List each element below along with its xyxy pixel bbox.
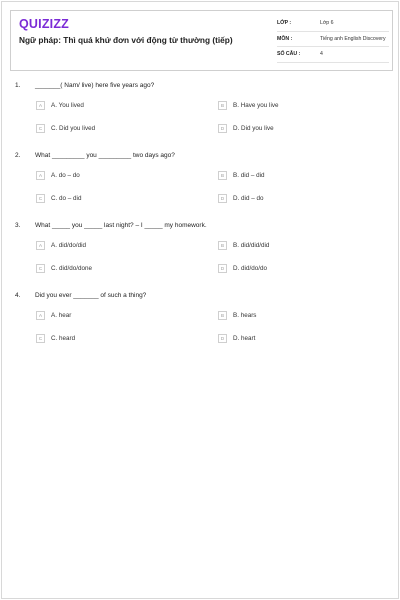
meta-label: LỚP : [277,20,292,26]
meta-row-subject [277,32,389,48]
option-letter-box: A [36,101,45,110]
worksheet-page [1,1,399,599]
option-text: D. did/do/do [233,265,267,272]
meta-value: Tiếng anh English Discovery [320,35,386,42]
question-2 [2,148,400,218]
option-letter-box: C [36,334,45,343]
option-text: D. Did you live [233,125,274,132]
worksheet-header [10,10,393,71]
option-text: B. did/did/did [233,242,270,249]
option-letter-box: B [218,101,227,110]
meta-label: SỐ CÂU : [277,51,301,57]
option-text: B. hears [233,312,257,319]
question-text: _______( Nam/ live) here five years ago? [35,82,155,89]
worksheet-title: Ngữ pháp: Thì quá khứ đơn với động từ thường (tiếp) [19,35,233,45]
meta-row-grade [277,16,389,32]
option-letter-box: A [36,171,45,180]
option-letter-box: D [218,124,227,133]
question-number: 1. [15,82,21,89]
question-3 [2,218,400,288]
question-number: 4. [15,292,21,299]
meta-value: Lớp 6 [320,20,334,26]
worksheet-meta [277,16,389,63]
option-text: C. Did you lived [51,125,96,132]
option-text: C. do – did [51,195,82,202]
question-text: What _________ you _________ two days ago? [35,152,175,159]
question-4 [2,288,400,358]
question-text: Did you ever _______ of such a thing? [35,292,147,299]
option-text: D. did – do [233,195,264,202]
option-text: D. heart [233,335,256,342]
option-text: B. did – did [233,172,265,179]
option-letter-box: B [218,311,227,320]
option-text: A. You lived [51,102,84,109]
option-text: B. Have you live [233,102,279,109]
question-number: 2. [15,152,21,159]
option-letter-box: D [218,194,227,203]
meta-value: 4 [320,51,323,57]
option-text: C. did/do/done [51,265,92,272]
meta-row-question-count [277,47,389,63]
option-letter-box: B [218,171,227,180]
option-letter-box: B [218,241,227,250]
option-letter-box: C [36,194,45,203]
question-text: What _____ you _____ last night? – I _____ my homework. [35,222,207,229]
question-number: 3. [15,222,21,229]
question-1 [2,78,400,148]
option-letter-box: D [218,264,227,273]
option-letter-box: C [36,264,45,273]
meta-label: MÔN : [277,35,293,42]
option-text: A. did/do/did [51,242,87,249]
option-text: A. hear [51,312,72,319]
option-letter-box: A [36,241,45,250]
quizizz-logo: QUIZIZZ [19,17,70,31]
option-text: A. do – do [51,172,80,179]
option-letter-box: C [36,124,45,133]
option-letter-box: A [36,311,45,320]
option-letter-box: D [218,334,227,343]
option-text: C. heard [51,335,76,342]
